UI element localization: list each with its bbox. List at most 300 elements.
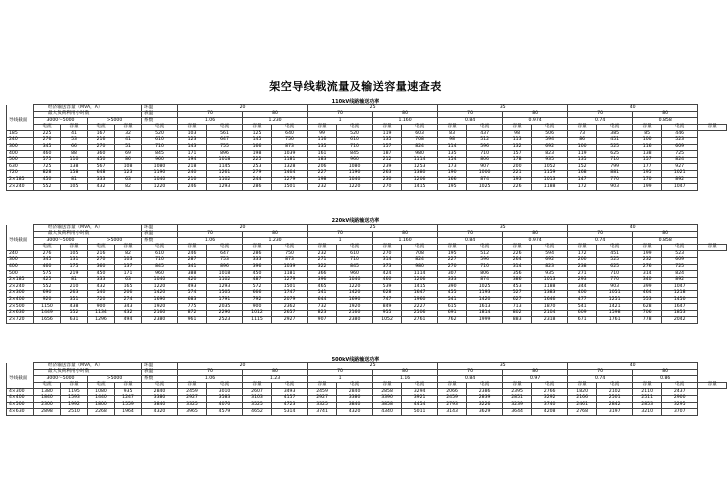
- table-cell: 710: [337, 144, 373, 151]
- table-cell: 366: [308, 271, 337, 278]
- table-cell: 341: [178, 264, 207, 271]
- table-cell: 610: [142, 251, 178, 258]
- table-cell: 246: [178, 251, 207, 258]
- table-cell: 1383: [532, 290, 568, 297]
- table-cell: 883: [503, 317, 532, 324]
- table-cell: 527: [503, 290, 532, 297]
- table-cell: 541: [438, 297, 467, 304]
- table-cell: 708: [402, 251, 438, 258]
- table-cell: 1613: [467, 304, 503, 311]
- table-cell: 360: [88, 264, 115, 271]
- table-cell: 708: [402, 137, 438, 144]
- table-cell: 552: [34, 284, 61, 291]
- table-cell: 356: [503, 271, 532, 278]
- table-cell: 692: [532, 257, 568, 264]
- table-cell: 1013: [532, 177, 568, 184]
- table-cell: 195: [438, 251, 467, 258]
- table-cell: 135: [568, 157, 597, 164]
- table-cell: 199: [633, 251, 662, 258]
- table-cell: 1261: [207, 170, 243, 177]
- table-row: [7, 184, 727, 191]
- table-cell: 666: [243, 290, 272, 297]
- table-cell: 287: [178, 257, 207, 264]
- table-cell: 920: [34, 297, 61, 304]
- current-header: 电流: [532, 124, 568, 131]
- table-cell: 69: [115, 151, 142, 158]
- table-cell: 1964: [115, 409, 142, 416]
- table-cell: 690: [34, 290, 61, 297]
- table-cell: 3292: [532, 395, 568, 402]
- ambient-value: 40: [568, 363, 698, 370]
- table-cell: 1992: [61, 402, 88, 409]
- table-cell: 710: [597, 157, 633, 164]
- table-cell: 1018: [207, 271, 243, 278]
- capacity-header: 容量: [503, 382, 532, 389]
- temp-label: 表温: [142, 111, 178, 118]
- temp-value: 70: [568, 369, 633, 376]
- table-cell: 183: [308, 157, 337, 164]
- current-header: 电流: [207, 382, 243, 389]
- capacity-header: 容量: [178, 244, 207, 251]
- table-cell: 2459: [308, 389, 337, 396]
- table-cell: 4340: [373, 409, 402, 416]
- table-cell: 263: [61, 290, 88, 297]
- table-cell: 1505: [207, 290, 243, 297]
- table-cell: 823: [308, 310, 337, 317]
- capacity-header: 容量: [243, 124, 272, 131]
- table-cell: 86: [568, 137, 597, 144]
- table-cell: 1080: [142, 164, 178, 171]
- current-header: 电流: [337, 124, 373, 131]
- table-cell: 3858: [373, 402, 402, 409]
- table-cell: 4723: [272, 402, 308, 409]
- table-cell: 168: [568, 170, 597, 177]
- coef-value: 0.97: [503, 376, 568, 383]
- table-cell: 82: [115, 251, 142, 258]
- table-cell: 1193: [467, 290, 503, 297]
- table-cell: 710: [467, 264, 503, 271]
- table-cell: 1206: [402, 277, 438, 284]
- current-header: 电流: [402, 124, 438, 131]
- table-cell: 806: [467, 157, 503, 164]
- table-cell: 1920: [337, 304, 373, 311]
- table-cell: 4320: [337, 409, 373, 416]
- table-cell: 1134: [88, 310, 115, 317]
- table-cell: 1791: [207, 297, 243, 304]
- temp-value: 70: [438, 369, 503, 376]
- table-cell: 2853: [633, 402, 662, 409]
- wire-label: 导线截面: [7, 376, 34, 383]
- table-cell: 1181: [272, 271, 308, 278]
- table-cell: 980: [402, 264, 438, 271]
- table-cell: 710: [142, 144, 178, 151]
- table-cell: 609: [662, 257, 698, 264]
- table-cell: 158: [61, 170, 88, 177]
- wire-section: 185: [7, 131, 34, 138]
- wire-section: 2×400: [7, 297, 34, 304]
- temp-label: 表温: [142, 231, 178, 238]
- table-cell: 523: [662, 137, 698, 144]
- table-cell: 195: [438, 184, 467, 191]
- table-cell: 105: [61, 251, 88, 258]
- table-cell: 193: [503, 177, 532, 184]
- table-cell: 438: [61, 304, 88, 311]
- table-cell: 1220: [142, 284, 178, 291]
- table-cell: 1656: [34, 317, 61, 324]
- table-cell: 2395: [503, 389, 532, 396]
- current-header: 电流: [597, 244, 633, 251]
- table-cell: 1647: [662, 304, 698, 311]
- table-cell: 541: [568, 304, 597, 311]
- table-cell: 53: [61, 137, 88, 144]
- table-cell: 219: [61, 271, 88, 278]
- table-cell: 2607: [243, 389, 272, 396]
- capacity-header: 容量: [503, 244, 532, 251]
- max-hours-label: 最大负荷利用小时数: [34, 369, 142, 376]
- coef-value: 0.858: [633, 118, 698, 125]
- table-cell: 1328: [272, 164, 308, 171]
- table-cell: 1450: [662, 297, 698, 304]
- current-header: 电流: [207, 124, 243, 131]
- table-cell: 41: [115, 137, 142, 144]
- wire-section: 630: [7, 164, 34, 171]
- current-header: 电流: [402, 382, 438, 389]
- empty-cell: [7, 244, 34, 251]
- table-cell: 2102: [597, 389, 633, 396]
- wire-section: 4×400: [7, 395, 34, 402]
- wire-section: 300: [7, 144, 34, 151]
- table-cell: 396: [308, 277, 337, 284]
- table-cell: 609: [662, 144, 698, 151]
- table-cell: 464: [633, 290, 662, 297]
- table-cell: 874: [467, 177, 503, 184]
- empty-cell: [7, 105, 34, 112]
- table-cell: 41: [61, 131, 88, 138]
- table-cell: 210: [178, 177, 207, 184]
- table-cell: 2290: [207, 310, 243, 317]
- table-cell: 644: [308, 297, 337, 304]
- table-cell: 1870: [532, 304, 568, 311]
- capacity-header: 容量: [438, 244, 467, 251]
- table-cell: 824: [402, 257, 438, 264]
- table-cell: 276: [34, 137, 61, 144]
- table-cell: 1080: [88, 389, 115, 396]
- table-cell: 725: [34, 164, 61, 171]
- temp-value: 80: [633, 111, 698, 118]
- table-cell: 778: [633, 317, 662, 324]
- economic-label: 经济输送容量（MVA，A）: [34, 225, 142, 232]
- temp-value: 80: [503, 231, 568, 238]
- table-cell: 103: [115, 257, 142, 264]
- table-cell: 2300: [34, 402, 61, 409]
- table-cell: 845: [142, 264, 178, 271]
- table-cell: 2104: [532, 310, 568, 317]
- hours-range: 3000～5000: [34, 238, 88, 245]
- table-cell: 2110: [633, 389, 662, 396]
- current-header: 电流: [34, 382, 61, 389]
- table-cell: 85: [633, 131, 662, 138]
- table-cell: 494: [115, 317, 142, 324]
- temp-value: 70: [178, 231, 243, 238]
- table-cell: 200: [503, 164, 532, 171]
- table-cell: 960: [142, 271, 178, 278]
- table-cell: 710: [597, 271, 633, 278]
- table-cell: 1052: [532, 164, 568, 171]
- hours-range: 3000～5000: [34, 376, 88, 383]
- table-cell: 226: [503, 184, 532, 191]
- current-header: 电流: [402, 244, 438, 251]
- wire-section: 240: [7, 251, 34, 258]
- wire-section: 2×240: [7, 184, 34, 191]
- table-cell: 770: [597, 177, 633, 184]
- table-cell: 345: [34, 144, 61, 151]
- table-cell: 1296: [88, 317, 115, 324]
- table-cell: 927: [662, 164, 698, 171]
- table-cell: 116: [633, 144, 662, 151]
- table-cell: 1025: [467, 284, 503, 291]
- capacity-header: 容量: [373, 244, 402, 251]
- table-cell: 424: [373, 271, 402, 278]
- table-cell: 66: [61, 144, 88, 151]
- table-cell: 171: [115, 271, 142, 278]
- coef-value: 0.86: [633, 376, 698, 383]
- table-cell: 108: [115, 164, 142, 171]
- empty-cell: [7, 231, 34, 238]
- table-cell: 271: [568, 271, 597, 278]
- table-cell: 2768: [568, 409, 597, 416]
- wire-section: 400: [7, 151, 34, 158]
- temp-value: 80: [633, 231, 698, 238]
- table-cell: 4652: [243, 409, 272, 416]
- table-cell: 270: [373, 251, 402, 258]
- table-cell: 194: [178, 157, 207, 164]
- table-cell: 420: [178, 277, 207, 284]
- temp-label: 表温: [142, 369, 178, 376]
- table-cell: 4208: [532, 409, 568, 416]
- table-cell: 525: [597, 257, 633, 264]
- current-header: 电流: [662, 244, 698, 251]
- table-cell: 270: [88, 257, 115, 264]
- table-cell: 628: [633, 304, 662, 311]
- table-cell: 170: [633, 177, 662, 184]
- table-cell: 246: [178, 184, 207, 191]
- table-cell: 1181: [272, 157, 308, 164]
- table-cell: 386: [503, 277, 532, 284]
- table-cell: 1920: [142, 304, 178, 311]
- table-cell: 1080: [337, 164, 373, 171]
- table-cell: 1647: [402, 290, 438, 297]
- coef-value: 0.74: [568, 376, 633, 383]
- current-header: 电流: [597, 124, 633, 131]
- table-cell: 314: [633, 271, 662, 278]
- table-cell: 1800: [88, 402, 115, 409]
- table-cell: 540: [88, 290, 115, 297]
- table-cell: 2042: [662, 317, 698, 324]
- capacity-header: 容量: [308, 124, 337, 131]
- table-cell: 343: [115, 304, 142, 311]
- coef-value: 1.06: [178, 118, 243, 125]
- table-cell: 225: [243, 157, 272, 164]
- table-cell: 239: [373, 164, 402, 171]
- table-cell: 1145: [207, 164, 243, 171]
- table-cell: 640: [272, 131, 308, 138]
- table-cell: 775: [178, 304, 207, 311]
- table-cell: 1421: [597, 304, 633, 311]
- empty-cell: [7, 363, 34, 370]
- table-cell: 3741: [308, 409, 337, 416]
- table-cell: 2511: [633, 395, 662, 402]
- table-cell: 195: [633, 170, 662, 177]
- capacity-table: [6, 362, 727, 416]
- table-cell: 1051: [597, 290, 633, 297]
- table-cell: 1040: [337, 277, 373, 284]
- table-cell: 1279: [272, 177, 308, 184]
- table-cell: 157: [503, 151, 532, 158]
- current-header: 电流: [272, 382, 308, 389]
- table-cell: 2927: [272, 317, 308, 324]
- table-cell: 1853: [662, 310, 698, 317]
- table-cell: 286: [243, 184, 272, 191]
- temp-value: 70: [308, 231, 373, 238]
- ambient-value: 20: [178, 225, 308, 232]
- table-cell: 755: [207, 144, 243, 151]
- capacity-header: 容量: [61, 244, 88, 251]
- table-cell: 3295: [662, 402, 698, 409]
- table-cell: 460: [34, 264, 61, 271]
- table-cell: 1646: [532, 297, 568, 304]
- table-cell: 100: [568, 144, 597, 151]
- table-cell: 750: [272, 251, 308, 258]
- table-cell: 240: [178, 170, 207, 177]
- table-cell: 2657: [272, 310, 308, 317]
- capacity-header: 容量: [633, 382, 662, 389]
- max-hours-label: 最大负荷利用小时数: [34, 111, 142, 118]
- table-cell: 238: [568, 264, 597, 271]
- table-cell: 100: [633, 137, 662, 144]
- table-cell: 2362: [272, 304, 308, 311]
- table-cell: 720: [88, 297, 115, 304]
- table-cell: 437: [467, 131, 503, 138]
- table-cell: 81: [61, 177, 88, 184]
- table-cell: 2459: [438, 395, 467, 402]
- table-cell: 1380: [402, 170, 438, 177]
- current-header: 电流: [272, 124, 308, 131]
- table-row: [7, 277, 727, 284]
- table-cell: 2437: [662, 389, 698, 396]
- table-cell: 907: [308, 317, 337, 324]
- table-cell: 567: [88, 164, 115, 171]
- table-cell: 1150: [34, 304, 61, 311]
- table-cell: 172: [568, 184, 597, 191]
- table-cell: 823: [532, 264, 568, 271]
- table-cell: 552: [34, 184, 61, 191]
- table-cell: 314: [503, 264, 532, 271]
- table-cell: 333: [243, 257, 272, 264]
- wire-section: 2×720: [7, 317, 34, 324]
- table-cell: 345: [34, 257, 61, 264]
- table-cell: 512: [467, 137, 503, 144]
- table-cell: 276: [34, 251, 61, 258]
- table-cell: 2380: [142, 317, 178, 324]
- table-cell: 2079: [272, 297, 308, 304]
- table-cell: 1047: [662, 184, 698, 191]
- table-cell: 2927: [178, 395, 207, 402]
- table-cell: 3380: [142, 395, 178, 402]
- table-cell: 691: [438, 310, 467, 317]
- table-cell: 802: [503, 310, 532, 317]
- table-cell: 477: [568, 297, 597, 304]
- table-cell: 1814: [467, 310, 503, 317]
- table-cell: 88: [61, 151, 88, 158]
- capacity-header: 容量: [308, 382, 337, 389]
- capacity-header: 容量: [568, 244, 597, 251]
- table-cell: 227: [438, 257, 467, 264]
- table-cell: 552: [61, 310, 88, 317]
- economic-label: 经济输送容量（MVA，A）: [34, 105, 142, 112]
- table-cell: 487: [243, 277, 272, 284]
- temp-value: 80: [373, 369, 438, 376]
- table-cell: 561: [207, 131, 243, 138]
- current-header: 电流: [142, 124, 178, 131]
- table-cell: 218: [178, 164, 207, 171]
- table-cell: 900: [88, 304, 115, 311]
- table-cell: 1220: [337, 284, 373, 291]
- table-cell: 190: [438, 170, 467, 177]
- table-cell: 647: [207, 137, 243, 144]
- ambient-value: 25: [308, 363, 438, 370]
- wire-section: 2×185: [7, 177, 34, 184]
- table-cell: 165: [115, 284, 142, 291]
- ambient-label: 环温: [142, 105, 178, 112]
- table-cell: 903: [597, 184, 633, 191]
- table-cell: 154: [438, 157, 467, 164]
- table-cell: 451: [597, 137, 633, 144]
- table-cell: 2793: [438, 402, 467, 409]
- coef-value: 1.06: [178, 376, 243, 383]
- capacity-header: 容量: [115, 244, 142, 251]
- table-cell: 32: [115, 131, 142, 138]
- temp-value: 80: [503, 369, 568, 376]
- table-cell: 2227: [402, 304, 438, 311]
- table-cell: 264: [503, 257, 532, 264]
- table-cell: 1025: [467, 184, 503, 191]
- table-cell: 123: [115, 170, 142, 177]
- table-cell: 131: [61, 257, 88, 264]
- capacity-header: 容量: [115, 382, 142, 389]
- table-cell: 874: [467, 277, 503, 284]
- table-cell: 143: [178, 144, 207, 151]
- current-header: 电流: [34, 244, 61, 251]
- table-cell: 244: [243, 177, 272, 184]
- table-cell: 152: [568, 164, 597, 171]
- table-row: [7, 317, 727, 324]
- table-cell: 161: [308, 151, 337, 158]
- table-cell: 307: [438, 271, 467, 278]
- table-cell: 2840: [337, 389, 373, 396]
- table-cell: 896: [207, 264, 243, 271]
- table-cell: 3840: [337, 402, 373, 409]
- table-cell: 3197: [597, 409, 633, 416]
- current-header: 电流: [142, 382, 178, 389]
- table-cell: 263: [373, 170, 402, 177]
- table-cell: 713: [503, 304, 532, 311]
- table-cell: 896: [207, 151, 243, 158]
- empty-cell: [7, 382, 34, 389]
- table-cell: 212: [373, 157, 402, 164]
- table-cell: 541: [308, 290, 337, 297]
- table-cell: 157: [633, 157, 662, 164]
- table-cell: 198: [243, 151, 272, 158]
